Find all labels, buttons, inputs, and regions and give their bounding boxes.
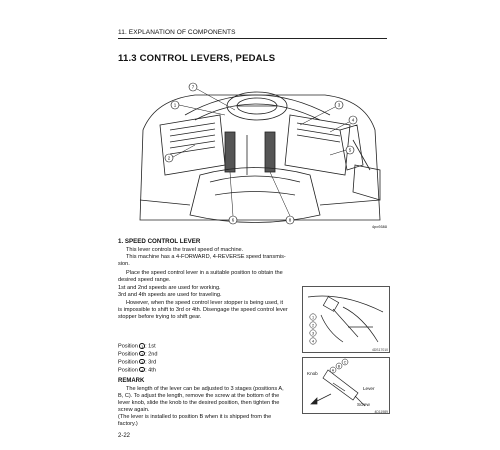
knob-label: Knob	[307, 371, 318, 376]
para-2b: sion.	[118, 261, 130, 267]
figure3-code: 4D11989	[374, 410, 388, 414]
knob-mark-a: A	[331, 368, 335, 373]
page-number: 2-22	[118, 433, 131, 439]
callout-7: 7	[191, 84, 195, 90]
gear-mark-4: 4	[311, 339, 315, 344]
knob-adjustment-illustration	[302, 357, 390, 414]
para-2a: This machine has a 4-FORWARD, 4-REVERSE speed transmis-	[126, 254, 286, 260]
header-rule	[118, 38, 387, 39]
callout-4: 4	[351, 117, 355, 123]
callout-6: 6	[231, 217, 235, 223]
position-item-2: Position 2 : 2nd	[118, 351, 158, 358]
para-6a: However, when the speed control lever stopper is being used, it	[126, 300, 284, 306]
knob-mark-b: B	[337, 364, 341, 369]
para-6c: stopper before trying to shift gear.	[118, 314, 202, 320]
lever-label: Lever	[363, 386, 375, 391]
para-5: 3rd and 4th speeds are used for traveling.	[118, 292, 222, 298]
callout-8: 8	[288, 217, 292, 223]
speed-control-heading: 1. SPEED CONTROL LEVER	[118, 238, 201, 245]
position-list	[118, 343, 158, 375]
gear-mark-3: 3	[311, 331, 315, 336]
para-1: This lever controls the travel speed of machine.	[126, 247, 244, 253]
remark-line-1: The length of the lever can be adjusted to 3 stages (positions A,	[126, 386, 284, 392]
callout-5: 5	[348, 147, 352, 153]
para-6b: is impossible to shift to 3rd or 4th. Disengage the speed control lever	[118, 307, 288, 313]
position-item-3: Position 3 : 3rd	[118, 359, 157, 366]
gear-position-illustration	[302, 286, 390, 353]
remark-line-6: factory.)	[118, 421, 138, 427]
remark-line-3: lever knob, slide the knob to the desired position, then tighten the	[118, 400, 280, 406]
callout-2: 2	[167, 155, 171, 161]
screw-label: Screw	[357, 402, 370, 407]
para-3a: Place the speed control lever in a suitable position to obtain the	[126, 270, 283, 276]
position-item-1: Position 1 : 1st	[118, 343, 156, 350]
knob-mark-c: C	[343, 360, 347, 365]
cab-illustration-drawing	[125, 70, 390, 230]
remark-line-4: screw again.	[118, 407, 150, 413]
figure2-code: 4DS17010	[371, 348, 388, 352]
cab-illustration	[125, 70, 390, 230]
remark-line-2: B, C). To adjust the length, remove the screw at the bottom of the	[118, 393, 280, 399]
para-4: 1st and 2nd speeds are used for working.	[118, 285, 221, 291]
chapter-header: 11. EXPLANATION OF COMPONENTS	[118, 29, 236, 36]
section-title: 11.3 CONTROL LEVERS, PEDALS	[118, 53, 276, 64]
gear-mark-2: 2	[311, 323, 315, 328]
position-item-4: Position 4 : 4th	[118, 366, 156, 373]
gear-mark-1: 1	[311, 315, 315, 320]
remark-heading: REMARK	[118, 378, 145, 384]
figure1-code: 4pc0389	[371, 226, 387, 230]
callout-1: 1	[173, 102, 177, 108]
para-3b: desired speed range.	[118, 277, 171, 283]
callout-3: 3	[337, 102, 341, 108]
remark-line-5: (The lever is installed to position B when it is shipped from the	[118, 414, 272, 420]
